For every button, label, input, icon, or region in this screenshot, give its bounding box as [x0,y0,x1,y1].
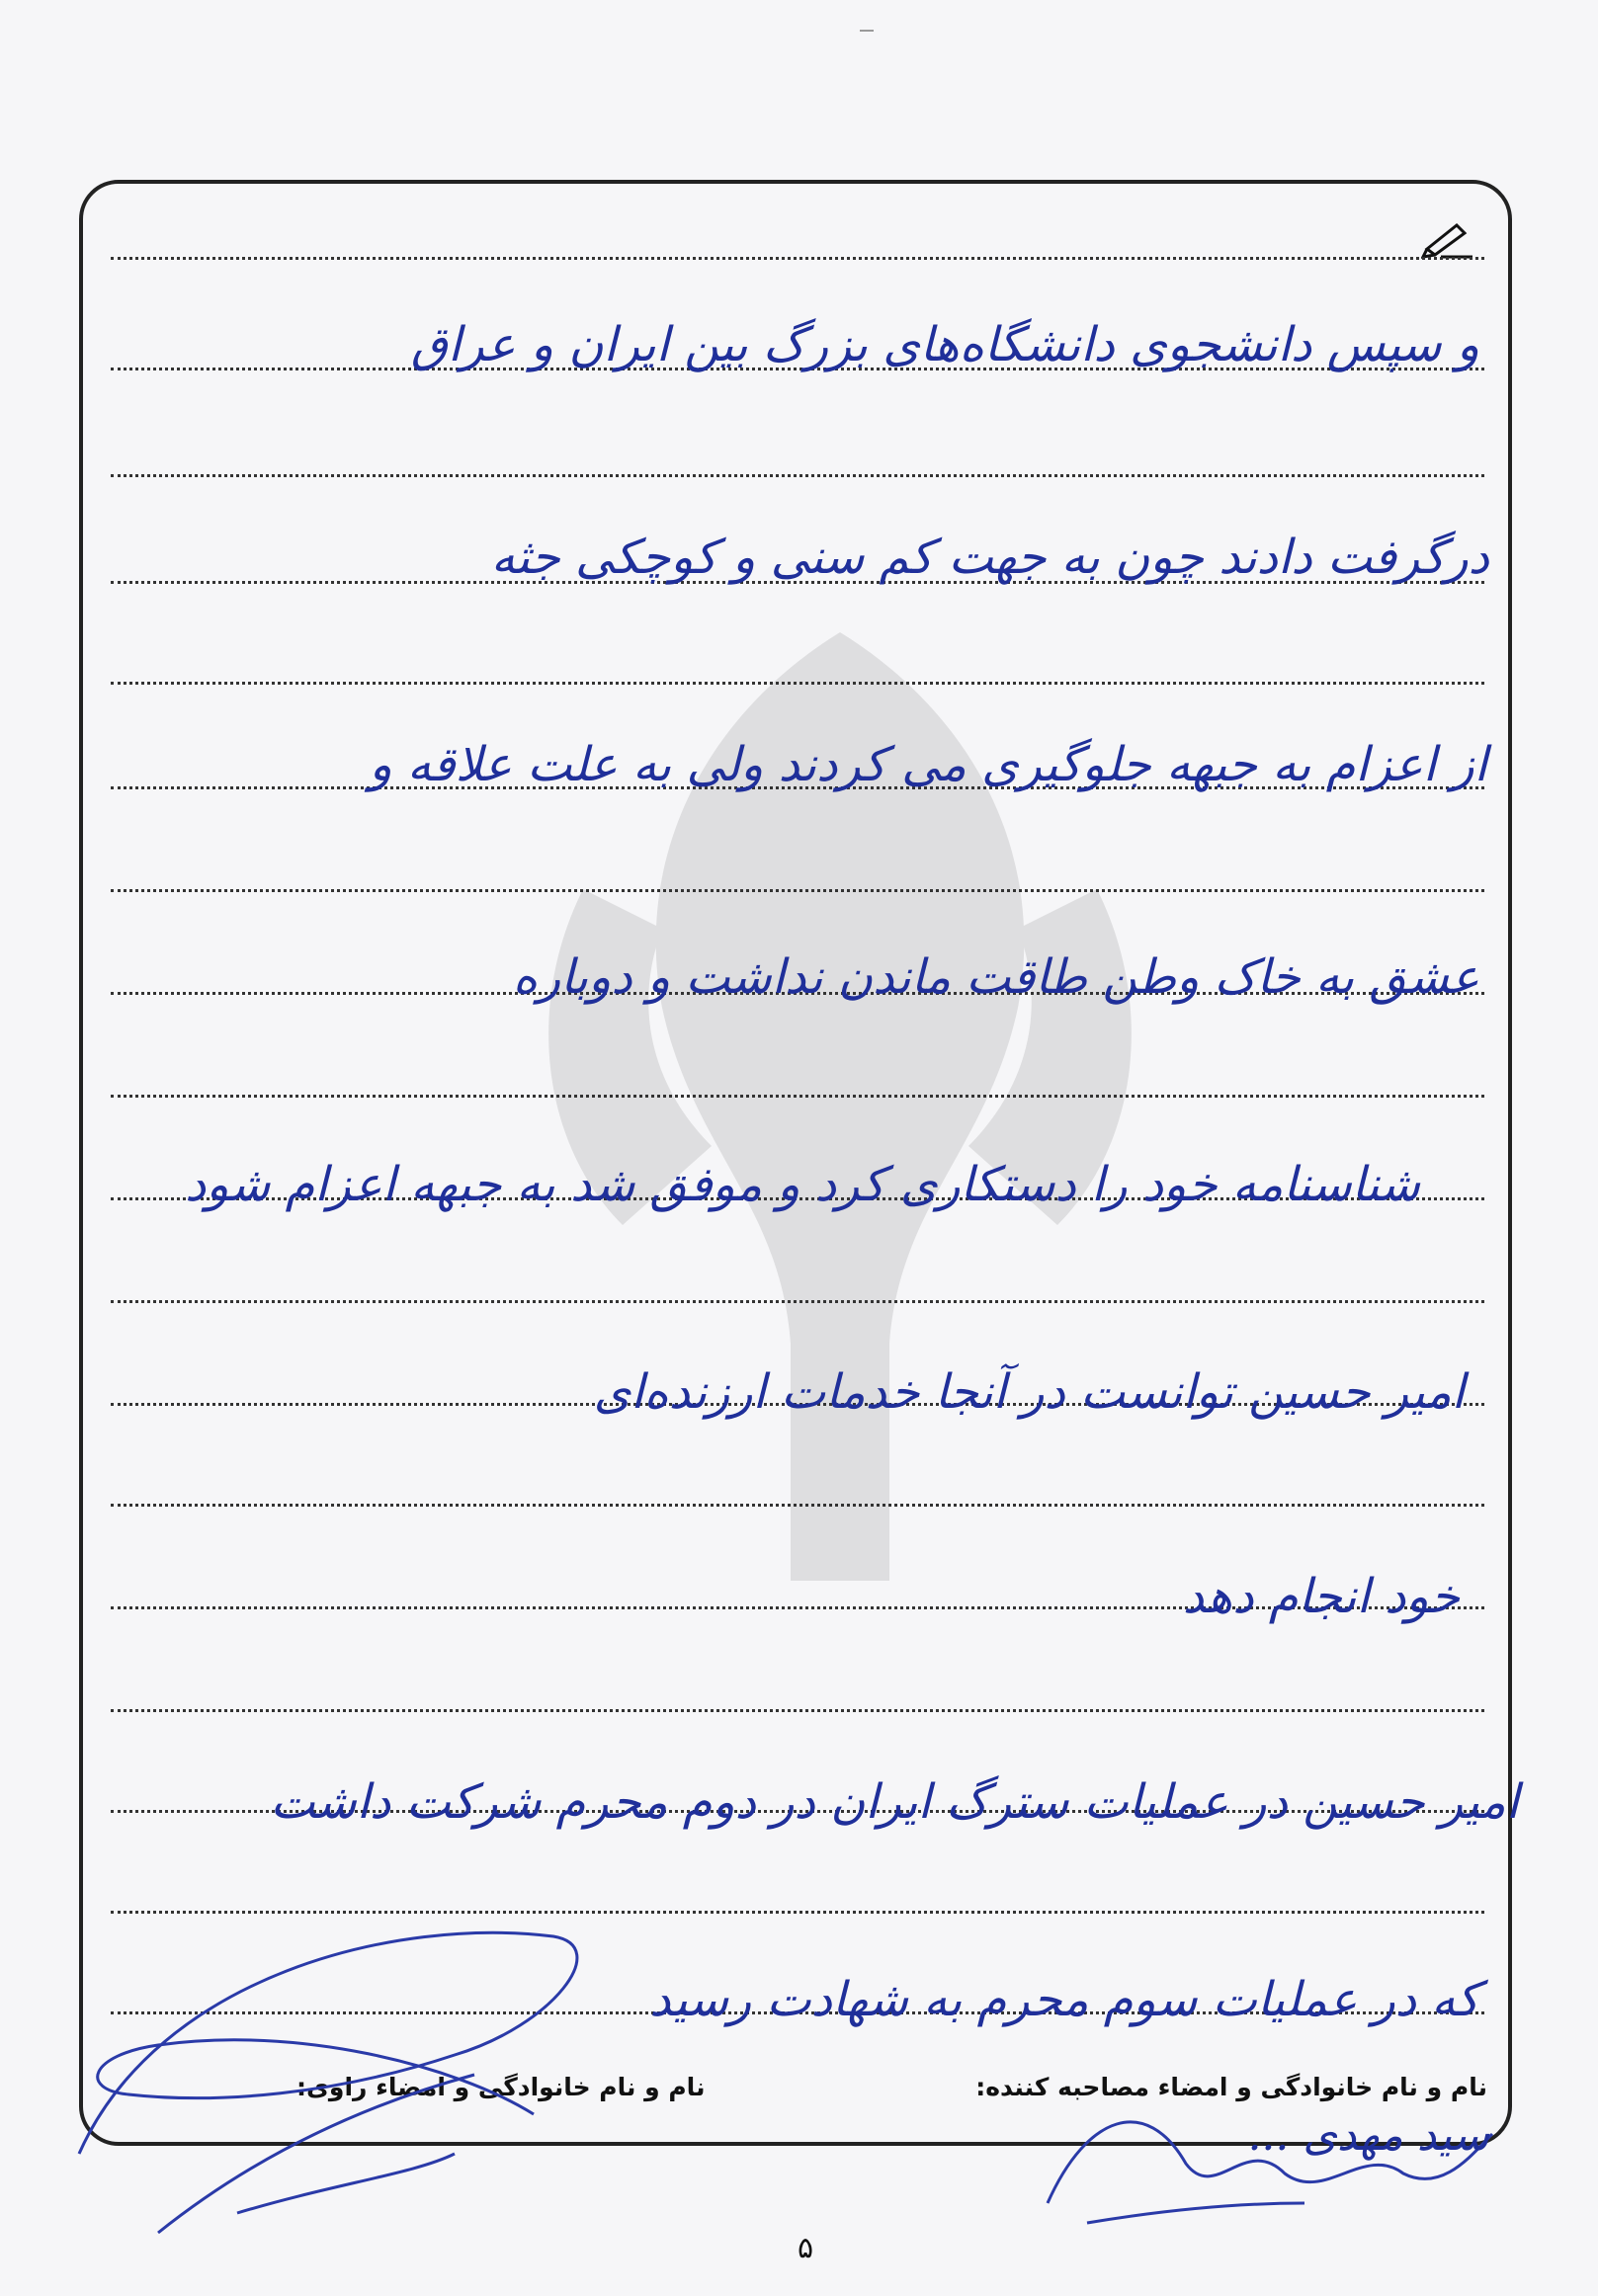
handwritten-line-1: و سپس دانشجوی دانشگاه‌های بزرگ بین ایران و عراق [410,317,1479,372]
ruled-line [111,1709,1484,1712]
handwritten-line-4: عشق به خاک وطن طاقت ماندن نداشت و دوباره [512,949,1479,1005]
handwritten-line-8: امیر حسین در عملیات سترگ ایران در دوم محرم شرکت داشت [270,1774,1519,1830]
ruled-line [111,1095,1484,1098]
handwritten-line-6: امیر حسین توانست در آنجا خدمات ارزنده‌ای [593,1364,1465,1420]
page-number: ۵ [797,2231,814,2265]
handwritten-line-9: که در عملیات سوم محرم به شهادت رسید [649,1972,1479,2027]
narrator-signature-label: نام و نام خانوادگی و امضاء راوی: [296,2073,706,2101]
scan-mark [860,30,874,32]
handwritten-line-7: خود انجام دهد [1182,1569,1460,1624]
ruled-line [111,1504,1484,1507]
ruled-line [111,474,1484,477]
ruled-line [111,682,1484,685]
pen-writing-icon [1421,219,1474,259]
ruled-line [111,257,1484,260]
handwritten-line-2: درگرفت دادند چون به جهت کم سنی و کوچکی جثه [490,530,1489,585]
ruled-line [111,1300,1484,1303]
interviewer-signature-text: سید مهدی ... [1247,2110,1489,2161]
narrator-signature-scribble-icon [40,1857,613,2253]
interviewer-signature-label: نام و نام خانوادگی و امضاء مصاحبه کننده: [975,2073,1487,2101]
handwritten-line-3: از اعزام به جبهه جلوگیری می کردند ولی به علت علاقه و [369,737,1487,792]
handwritten-line-5: شناسنامه خود را دستکاری کرد و موفق شد به جبهه اعزام شود [184,1157,1420,1212]
ruled-line [111,889,1484,892]
